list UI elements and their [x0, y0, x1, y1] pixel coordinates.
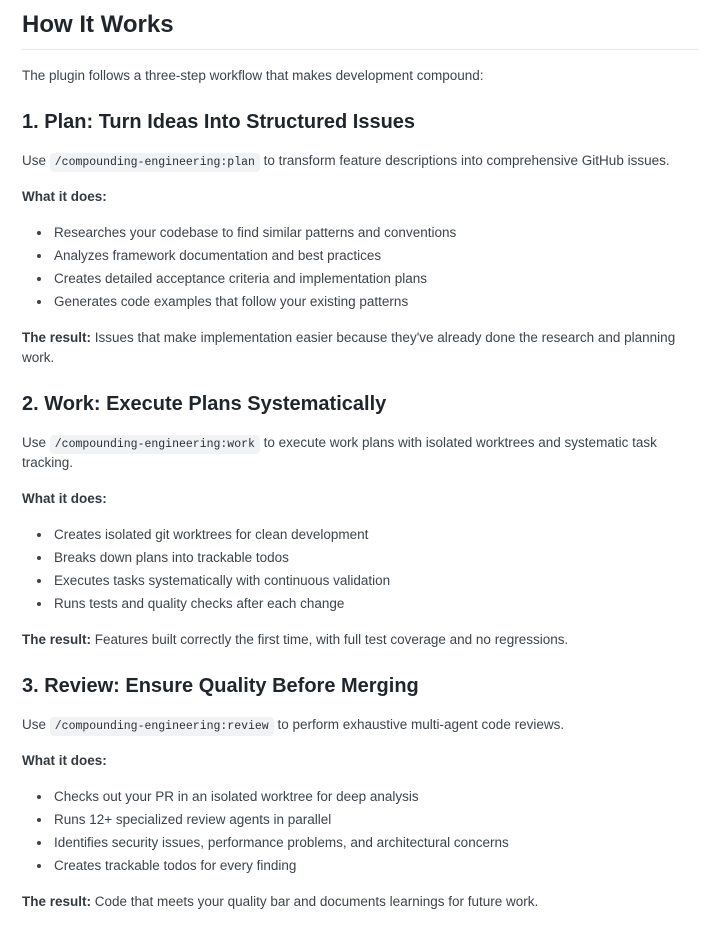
result-paragraph [22, 630, 698, 650]
section-work [22, 392, 698, 650]
what-it-does-list [22, 525, 698, 614]
section-review [22, 674, 698, 912]
section-heading: 1. Plan: Turn Ideas Into Structured Issues [22, 111, 416, 133]
usage-paragraph [22, 715, 698, 735]
list-item: • Identifies security issues, performance problems, and architectural concerns [52, 833, 698, 853]
result-text: Code that meets your quality bar and documents learnings for future work. [91, 894, 539, 909]
what-it-does-list [22, 223, 698, 312]
list-item: • Researches your codebase to find similar patterns and conventions [52, 223, 698, 243]
usage-suffix: to perform exhaustive multi-agent code reviews. [273, 717, 565, 732]
list-item: • Runs tests and quality checks after each change [52, 594, 698, 614]
list-item: • Creates isolated git worktrees for clean development [52, 525, 698, 545]
result-label: The result: [22, 330, 92, 345]
result-paragraph [22, 892, 698, 912]
list-item: • Checks out your PR in an isolated worktree for deep analysis [52, 787, 698, 807]
intro-paragraph: The plugin follows a three-step workflow that makes development compound: [22, 68, 484, 83]
result-paragraph [22, 328, 698, 368]
result-text: Features built correctly the first time, with full test coverage and no regressions. [91, 632, 569, 647]
what-it-does-list [22, 787, 698, 876]
command-code: /compounding-engineering:work [50, 435, 260, 454]
command-code: /compounding-engineering:plan [50, 153, 260, 172]
what-it-does-label: What it does: [22, 189, 107, 204]
list-item: • Analyzes framework documentation and best practices [52, 246, 698, 266]
what-it-does-label: What it does: [22, 491, 107, 506]
usage-paragraph [22, 151, 698, 171]
usage-suffix: to execute work plans with isolated worktrees and systematic task tracking. [22, 435, 657, 470]
page-title: How It Works [22, 10, 698, 50]
list-item: • Creates detailed acceptance criteria and implementation plans [52, 269, 698, 289]
section-heading: 2. Work: Execute Plans Systematically [22, 393, 387, 415]
usage-suffix: to transform feature descriptions into comprehensive GitHub issues. [259, 153, 670, 168]
list-item: • Creates trackable todos for every finding [52, 856, 698, 876]
result-label: The result: [22, 894, 92, 909]
list-item: • Runs 12+ specialized review agents in parallel [52, 810, 698, 830]
usage-prefix: Use [22, 153, 50, 168]
result-label: The result: [22, 632, 92, 647]
result-text: Issues that make implementation easier because they've already done the research and planning work. [22, 330, 676, 365]
usage-prefix: Use [22, 435, 50, 450]
section-heading: 3. Review: Ensure Quality Before Merging [22, 675, 419, 697]
section-plan [22, 110, 698, 368]
list-item: • Executes tasks systematically with continuous validation [52, 571, 698, 591]
command-code: /compounding-engineering:review [50, 717, 274, 736]
usage-prefix: Use [22, 717, 50, 732]
list-item: • Breaks down plans into trackable todos [52, 548, 698, 568]
usage-paragraph [22, 433, 698, 473]
list-item: • Generates code examples that follow your existing patterns [52, 292, 698, 312]
what-it-does-label: What it does: [22, 753, 107, 768]
